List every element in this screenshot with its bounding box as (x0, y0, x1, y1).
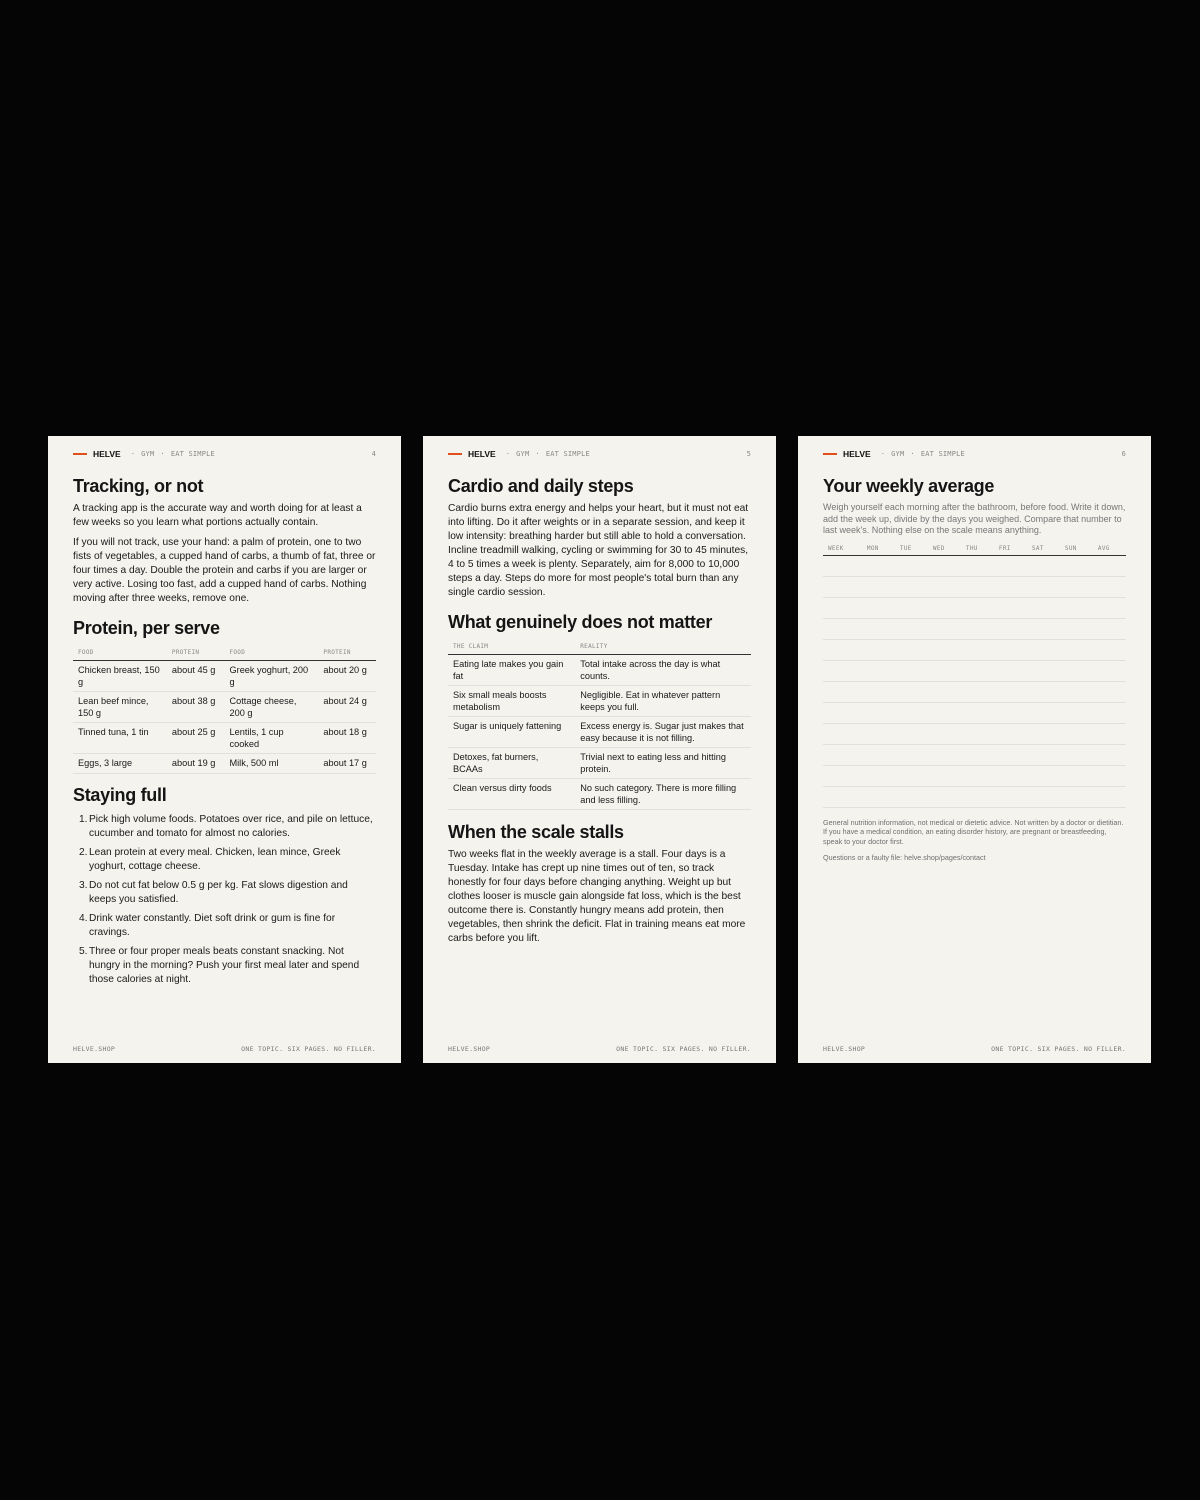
blank-entry-cell[interactable] (994, 555, 1027, 576)
blank-entry-cell[interactable] (862, 597, 895, 618)
blank-entry-cell[interactable] (1060, 576, 1093, 597)
blank-entry-cell[interactable] (1093, 576, 1126, 597)
accent-dash (448, 453, 462, 455)
list-item (73, 813, 376, 841)
blank-entry-cell[interactable] (1093, 618, 1126, 639)
paragraph: Weigh yourself each morning after the bathroom, before food. Write it down, add the week up, divide by the days you weighed. Compare that number to last week's. Nothing else on the scale means anything. (823, 502, 1126, 535)
blank-entry-cell[interactable] (928, 744, 961, 765)
blank-entry-cell[interactable] (823, 723, 862, 744)
blank-entry-cell[interactable] (1027, 618, 1060, 639)
table-cell: Chicken breast, 150 g (73, 661, 167, 692)
table-cell: Eggs, 3 large (73, 754, 167, 774)
page-header (448, 448, 751, 460)
blank-entry-cell[interactable] (862, 555, 895, 576)
list-text: Three or four proper meals beats constant snacking. Not hungry in the morning? Push your first meal later and spend those calories at night. (89, 945, 360, 985)
blank-entry-cell[interactable] (928, 576, 961, 597)
table-cell: about 17 g (318, 754, 376, 774)
footer-tagline: ONE TOPIC. SIX PAGES. NO FILLER. (241, 1045, 376, 1053)
blank-entry-cell[interactable] (895, 702, 928, 723)
blank-entry-cell[interactable] (1060, 597, 1093, 618)
blank-entry-cell[interactable] (823, 702, 862, 723)
blank-entry-cell[interactable] (1093, 744, 1126, 765)
blank-entry-cell[interactable] (1027, 723, 1060, 744)
blank-entry-cell[interactable] (961, 723, 994, 744)
table-row (448, 779, 751, 810)
blank-entry-cell[interactable] (862, 702, 895, 723)
blank-entry-cell[interactable] (1093, 786, 1126, 807)
page-number: 4 (371, 450, 376, 458)
blank-entry-cell[interactable] (928, 786, 961, 807)
blank-entry-cell[interactable] (961, 702, 994, 723)
blank-entry-cell[interactable] (1093, 765, 1126, 786)
blank-entry-cell[interactable] (961, 786, 994, 807)
header-dot: · (535, 450, 540, 458)
blank-entry-cell[interactable] (1027, 786, 1060, 807)
blank-entry-cell[interactable] (823, 744, 862, 765)
page-header (73, 448, 376, 460)
blank-entry-cell[interactable] (994, 660, 1027, 681)
blank-entry-cell[interactable] (994, 597, 1027, 618)
blank-entry-cell[interactable] (928, 639, 961, 660)
table-cell: Cottage cheese, 200 g (224, 692, 318, 723)
blank-entry-cell[interactable] (1027, 555, 1060, 576)
blank-entry-cell[interactable] (1060, 660, 1093, 681)
column-header: TUE (895, 542, 928, 556)
list-text: Drink water constantly. Diet soft drink or gum is fine for cravings. (89, 912, 336, 938)
blank-entry-cell[interactable] (895, 660, 928, 681)
blank-entry-cell[interactable] (928, 597, 961, 618)
table-cell: about 24 g (318, 692, 376, 723)
table-row (73, 692, 376, 723)
blank-entry-cell[interactable] (895, 555, 928, 576)
table-cell: about 18 g (318, 723, 376, 754)
section-title: Protein, per serve (73, 618, 220, 638)
blank-entry-cell[interactable] (1060, 765, 1093, 786)
table-row (448, 717, 751, 748)
blank-entry-cell[interactable] (1060, 723, 1093, 744)
blank-entry-cell[interactable] (994, 702, 1027, 723)
blank-entry-cell[interactable] (1060, 681, 1093, 702)
header-section: GYM (516, 450, 530, 458)
blank-entry-cell[interactable] (928, 723, 961, 744)
table-row[interactable] (823, 639, 1126, 660)
footer-site: HELVE.SHOP (73, 1045, 116, 1053)
column-header: SAT (1027, 542, 1060, 556)
table-cell: Sugar is uniquely fattening (448, 717, 575, 748)
blank-entry-cell[interactable] (994, 765, 1027, 786)
blank-entry-cell[interactable] (928, 555, 961, 576)
page-title: Your weekly average (823, 476, 995, 496)
blank-entry-cell[interactable] (1060, 744, 1093, 765)
list-number: 5. (79, 945, 88, 957)
blank-entry-cell[interactable] (823, 681, 862, 702)
blank-entry-cell[interactable] (862, 786, 895, 807)
blank-entry-cell[interactable] (895, 723, 928, 744)
blank-entry-cell[interactable] (1093, 702, 1126, 723)
blank-entry-cell[interactable] (928, 618, 961, 639)
table-row[interactable] (823, 681, 1126, 702)
blank-entry-cell[interactable] (895, 639, 928, 660)
table-row[interactable] (823, 765, 1126, 786)
list-number: 3. (79, 879, 88, 891)
blank-entry-cell[interactable] (823, 618, 862, 639)
blank-entry-cell[interactable] (823, 555, 862, 576)
blank-entry-cell[interactable] (994, 744, 1027, 765)
table-cell: Lentils, 1 cup cooked (224, 723, 318, 754)
blank-entry-cell[interactable] (994, 576, 1027, 597)
blank-entry-cell[interactable] (862, 576, 895, 597)
blank-entry-cell[interactable] (823, 597, 862, 618)
page-4 (48, 436, 401, 1063)
list-number: 4. (79, 912, 88, 924)
weekly-log-table (823, 542, 1126, 808)
blank-entry-cell[interactable] (862, 681, 895, 702)
list-text: Do not cut fat below 0.5 g per kg. Fat slows digestion and keeps you satisfied. (89, 879, 348, 905)
table-header-row (448, 641, 751, 655)
table-cell: Greek yoghurt, 200 g (224, 661, 318, 692)
contact-line: Questions or a faulty file: helve.shop/pages/contact (823, 853, 986, 862)
page-title: Tracking, or not (73, 476, 204, 496)
table-cell: Lean beef mince, 150 g (73, 692, 167, 723)
blank-entry-cell[interactable] (1027, 702, 1060, 723)
table-cell: Excess energy is. Sugar just makes that easy because it is not filling. (575, 717, 751, 748)
blank-entry-cell[interactable] (1060, 786, 1093, 807)
table-cell: about 19 g (167, 754, 225, 774)
column-header: MON (862, 542, 895, 556)
header-dot: · (130, 450, 136, 458)
blank-entry-cell[interactable] (994, 723, 1027, 744)
blank-entry-cell[interactable] (961, 660, 994, 681)
column-header: THE CLAIM (448, 641, 575, 655)
table-cell: Tinned tuna, 1 tin (73, 723, 167, 754)
blank-entry-cell[interactable] (862, 765, 895, 786)
blank-entry-cell[interactable] (895, 744, 928, 765)
table-row (448, 655, 751, 686)
blank-entry-cell[interactable] (895, 681, 928, 702)
section-title: What genuinely does not matter (448, 612, 713, 632)
blank-entry-cell[interactable] (961, 639, 994, 660)
blank-entry-cell[interactable] (823, 660, 862, 681)
column-header: WED (928, 542, 961, 556)
list-text: Pick high volume foods. Potatoes over rice, and pile on lettuce, cucumber and tomato for almost no calories. (89, 813, 373, 839)
blank-entry-cell[interactable] (862, 618, 895, 639)
blank-entry-cell[interactable] (961, 744, 994, 765)
blank-entry-cell[interactable] (994, 618, 1027, 639)
page-footer (73, 1045, 376, 1053)
table-cell: Clean versus dirty foods (448, 779, 575, 810)
table-row[interactable] (823, 744, 1126, 765)
table-row (73, 723, 376, 754)
table-cell: about 45 g (167, 661, 225, 692)
list-item (73, 912, 376, 940)
blank-entry-cell[interactable] (1060, 639, 1093, 660)
header-section: GYM (891, 450, 905, 458)
list-item (73, 945, 376, 987)
page-title: Cardio and daily steps (448, 476, 634, 496)
header-dot: · (880, 450, 886, 458)
blank-entry-cell[interactable] (994, 786, 1027, 807)
blank-entry-cell[interactable] (895, 597, 928, 618)
header-topic: EAT SIMPLE (545, 450, 590, 458)
page-footer (448, 1045, 751, 1053)
table-cell: Eating late makes you gain fat (448, 655, 575, 686)
table-cell: Trivial next to eating less and hitting protein. (575, 748, 751, 779)
table-row[interactable] (823, 597, 1126, 618)
blank-entry-cell[interactable] (1093, 660, 1126, 681)
blank-entry-cell[interactable] (994, 681, 1027, 702)
footer-tagline: ONE TOPIC. SIX PAGES. NO FILLER. (991, 1045, 1126, 1053)
blank-entry-cell[interactable] (895, 786, 928, 807)
blank-entry-cell[interactable] (994, 639, 1027, 660)
section-title: Staying full (73, 784, 167, 805)
table-cell: Six small meals boosts metabolism (448, 686, 575, 717)
blank-entry-cell[interactable] (961, 618, 994, 639)
header-dot: · (910, 450, 915, 458)
table-row (73, 661, 376, 692)
table-row[interactable] (823, 786, 1126, 807)
header-topic: EAT SIMPLE (170, 450, 215, 458)
column-header: FOOD (224, 647, 318, 661)
accent-dash (73, 453, 87, 455)
blank-entry-cell[interactable] (1027, 597, 1060, 618)
blank-entry-cell[interactable] (1027, 639, 1060, 660)
blank-entry-cell[interactable] (823, 576, 862, 597)
table-cell: about 25 g (167, 723, 225, 754)
column-header: THU (961, 542, 994, 556)
brand-name: HELVE (468, 449, 496, 459)
blank-entry-cell[interactable] (1060, 702, 1093, 723)
list-number: 1. (79, 813, 88, 825)
blank-entry-cell[interactable] (1027, 744, 1060, 765)
accent-dash (823, 453, 837, 455)
myths-table (448, 641, 751, 810)
column-header: FOOD (73, 647, 167, 661)
column-header: PROTEIN (318, 647, 376, 661)
blank-entry-cell[interactable] (1060, 618, 1093, 639)
table-row[interactable] (823, 723, 1126, 744)
blank-entry-cell[interactable] (862, 639, 895, 660)
blank-entry-cell[interactable] (1027, 576, 1060, 597)
protein-table (73, 647, 376, 774)
blank-entry-cell[interactable] (862, 660, 895, 681)
blank-entry-cell[interactable] (1093, 681, 1126, 702)
page-header (823, 448, 1126, 460)
blank-entry-cell[interactable] (928, 765, 961, 786)
table-cell: Milk, 500 ml (224, 754, 318, 774)
blank-entry-cell[interactable] (1060, 555, 1093, 576)
blank-entry-cell[interactable] (895, 576, 928, 597)
page-footer (823, 1045, 1126, 1053)
paragraph: Two weeks flat in the weekly average is a stall. Four days is a Tuesday. Intake has crept up nine times out of ten, so track honestly for four days before changing anything. Weight up but clothes looser is muscle gain alongside fat loss, which is the best outcome there is. Constantly hungry means add protein, then vegetables, then shrink the deficit. Flat in training means eat more carbs before you lift. (448, 849, 746, 944)
column-header: PROTEIN (167, 647, 225, 661)
blank-entry-cell[interactable] (895, 618, 928, 639)
brand-name: HELVE (843, 449, 871, 459)
section-title: When the scale stalls (448, 822, 624, 842)
blank-entry-cell[interactable] (862, 744, 895, 765)
disclaimer: General nutrition information, not medical or dietetic advice. Not written by a doctor or dietitian. If you have a medical condition, an eating disorder history, are pregnant or breastfeeding, speak to your doctor first. (823, 817, 1124, 846)
page-number: 5 (746, 450, 751, 458)
table-cell: Detoxes, fat burners, BCAAs (448, 748, 575, 779)
paragraph: A tracking app is the accurate way and worth doing for at least a few weeks so you learn what portions actually contain. (73, 503, 362, 528)
footer-tagline: ONE TOPIC. SIX PAGES. NO FILLER. (616, 1045, 751, 1053)
blank-entry-cell[interactable] (862, 723, 895, 744)
blank-entry-cell[interactable] (1093, 555, 1126, 576)
table-row[interactable] (823, 702, 1126, 723)
column-header: FRI (994, 542, 1027, 556)
table-cell: No such category. There is more filling and less filling. (575, 779, 751, 810)
blank-entry-cell[interactable] (1093, 597, 1126, 618)
footer-site: HELVE.SHOP (448, 1045, 491, 1053)
blank-entry-cell[interactable] (928, 702, 961, 723)
tips-list (73, 813, 376, 987)
list-number: 2. (79, 846, 88, 858)
blank-entry-cell[interactable] (823, 765, 862, 786)
blank-entry-cell[interactable] (1093, 723, 1126, 744)
table-cell: Total intake across the day is what counts. (575, 655, 751, 686)
header-dot: · (505, 450, 511, 458)
list-item (73, 846, 376, 874)
paragraph: If you will not track, use your hand: a palm of protein, one to two fists of vegetables, a cupped hand of carbs, a thumb of fat, three or four times a day. Double the protein and carbs if you are larger or very active. Losing too fast, add a cupped hand of carbs. Nothing moving after three weeks, remove one. (73, 537, 376, 604)
table-cell: Negligible. Eat in whatever pattern keeps you full. (575, 686, 751, 717)
column-header: WEEK (823, 542, 862, 556)
blank-entry-cell[interactable] (961, 765, 994, 786)
column-header: AVG (1093, 542, 1126, 556)
column-header: SUN (1060, 542, 1093, 556)
paragraph: Cardio burns extra energy and helps your heart, but it must not eat into lifting. Do it after weights or in a separate session, and keep it low intensity: breathing harder but still able to hold a conversation. Incline treadmill walking, cycling or swimming for 30 to 45 minutes, 4 to 5 times a week is plenty. Separately, aim for 8,000 to 10,000 steps a day. Steps do more for most people's total burn than any single cardio session. (448, 503, 749, 598)
blank-entry-cell[interactable] (1027, 681, 1060, 702)
header-dot: · (160, 450, 165, 458)
list-text: Lean protein at every meal. Chicken, lean mince, Greek yoghurt, cottage cheese. (89, 846, 341, 872)
table-row (73, 754, 376, 774)
table-row[interactable] (823, 660, 1126, 681)
table-cell: about 20 g (318, 661, 376, 692)
table-row (448, 686, 751, 717)
page-5 (423, 436, 776, 1063)
blank-entry-cell[interactable] (823, 639, 862, 660)
page-number: 6 (1121, 450, 1126, 458)
table-cell: about 38 g (167, 692, 225, 723)
blank-entry-cell[interactable] (1027, 660, 1060, 681)
table-row (448, 748, 751, 779)
header-section: GYM (141, 450, 155, 458)
table-header-row (73, 647, 376, 661)
brand-name: HELVE (93, 449, 121, 459)
blank-entry-cell[interactable] (961, 576, 994, 597)
table-row[interactable] (823, 618, 1126, 639)
blank-entry-cell[interactable] (961, 597, 994, 618)
list-item (73, 879, 376, 907)
column-header: REALITY (575, 641, 751, 655)
blank-entry-cell[interactable] (961, 681, 994, 702)
blank-entry-cell[interactable] (928, 660, 961, 681)
footer-site: HELVE.SHOP (823, 1045, 866, 1053)
table-row[interactable] (823, 555, 1126, 576)
blank-entry-cell[interactable] (961, 555, 994, 576)
header-topic: EAT SIMPLE (920, 450, 965, 458)
table-row[interactable] (823, 576, 1126, 597)
page-6 (798, 436, 1151, 1063)
blank-entry-cell[interactable] (1093, 639, 1126, 660)
blank-entry-cell[interactable] (1027, 765, 1060, 786)
blank-entry-cell[interactable] (895, 765, 928, 786)
table-header-row (823, 542, 1126, 556)
blank-entry-cell[interactable] (823, 786, 862, 807)
blank-entry-cell[interactable] (928, 681, 961, 702)
